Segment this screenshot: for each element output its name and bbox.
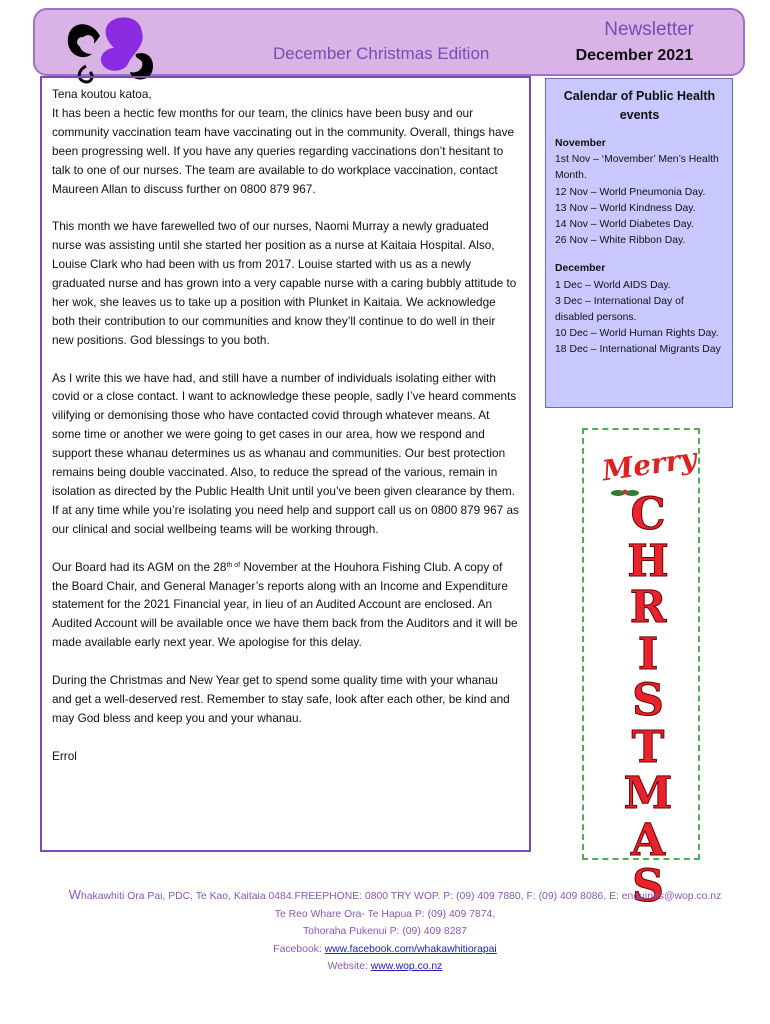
footer-pukenui-line: Tohoraha Pukenui P: (09) 409 8287 bbox=[302, 926, 468, 938]
letter-body bbox=[40, 76, 531, 852]
calendar-event: 1 Dec – World AIDS Day. bbox=[555, 279, 671, 291]
letter-paragraph-2: This month we have farewelled two of our nurses, Naomi Murray a newly graduated nurse was assisting until she started her position as a nurse at Kaitaia Hospital. Also, Louise Clark who had been with us from 2017. Louise started with us as a newly graduated nurse and has grown into a very capable nurse with a caring bubbly attitude to her wok, she leaves us to take up a position with Plunket in Kaitaia. We acknowledge both their contribution to our communities and know they’ll continue to do well in their new positions. God blessings to you both. bbox=[52, 219, 517, 347]
footer-facebook-line bbox=[0, 941, 770, 959]
footer-address-line bbox=[0, 886, 770, 906]
facebook-link[interactable]: www.facebook.com/whakawhitiorapai bbox=[324, 943, 497, 955]
newsletter-date: December 2021 bbox=[575, 47, 693, 64]
website-label: Website: bbox=[327, 961, 371, 973]
facebook-label: Facebook: bbox=[273, 943, 325, 955]
agm-text-start: Our Board had its AGM on the 28 bbox=[52, 559, 227, 574]
christmas-letter: S bbox=[632, 675, 664, 726]
agm-text-end: November at the Houhora Fishing Club. A copy of the Board Chair, and General Manager’s reports along with an Income and Expenditure statement for the 2021 Financial year, in lieu of an Audited Account are enclosed. An Audited Account will be available once we have them back from the Auditors and it will be made available early next year. We apologise for this delay. bbox=[52, 559, 518, 650]
letter-paragraph-agm bbox=[52, 558, 520, 653]
calendar-month-november: November bbox=[555, 138, 606, 149]
public-health-calendar bbox=[545, 78, 733, 408]
letter-paragraph-closing: During the Christmas and New Year get to spend some quality time with your whanau and get a well-deserved rest. Remember to stay safe, look after each other, be kind and may God bless and keep you and your whanau. bbox=[52, 673, 510, 725]
footer-initial: W bbox=[68, 887, 81, 902]
christmas-letter: S bbox=[632, 861, 664, 912]
footer-website-line bbox=[0, 958, 770, 976]
calendar-event: 14 Nov – World Diabetes Day. bbox=[555, 219, 694, 231]
christmas-letter: A bbox=[630, 814, 666, 866]
letter-paragraph-1: Tena koutou katoa, It has been a hectic few months for our team, the clinics have been busy and our community vaccination team have vaccinating out in the community. Overall, things have been progressing well. If you have any queries regarding vaccinations don’t hesitant to talk to one of our nurses. The team are available to do workplace vaccination, contact Maureen Allan to discuss further on 0800 879 967. bbox=[52, 87, 515, 196]
edition-subtitle: December Christmas Edition bbox=[273, 44, 490, 63]
merry-christmas-graphic bbox=[582, 428, 700, 912]
christmas-letters bbox=[618, 489, 678, 912]
letter-signature: Errol bbox=[52, 748, 77, 763]
christmas-letter: H bbox=[627, 535, 669, 587]
calendar-event: 10 Dec – World Human Rights Day. bbox=[555, 328, 719, 340]
newsletter-header bbox=[33, 8, 745, 76]
christmas-letter: M bbox=[623, 768, 673, 819]
footer-te-hapua-line: Te Reo Whare Ora- Te Hapua P: (09) 409 7874, bbox=[274, 908, 496, 920]
calendar-event: 26 Nov – White Ribbon Day. bbox=[555, 235, 686, 247]
website-link[interactable]: www.wop.co.nz bbox=[370, 961, 443, 973]
agm-superscript: th of bbox=[226, 561, 241, 569]
calendar-event: 1st Nov – ‘Movember’ Men’s Health Month. bbox=[555, 154, 719, 182]
merry-text: Merry bbox=[600, 441, 699, 488]
christmas-letter: R bbox=[629, 582, 667, 633]
christmas-letter: C bbox=[630, 489, 666, 540]
organisation-logo bbox=[62, 14, 157, 84]
letter-paragraph-3: As I write this we have had, and still have a number of individuals isolating either with covid or a close contact. I want to acknowledge these people, sadly I’ve heard comments vilifying or demonising those who have contacted covid through whatever means. At some time or another we were going to get cases in our area, how we respond and support these whanau determines us as whanau and communities. Our best protection remains being double vaccinated. Also, to reduce the spread of the various, remain in isolation as directed by the Public Health Unit until you’ve been given clearance by them. If at any time while you’re isolating you need help and support call us on 0800 879 967 as our clinical and social wellbeing teams will be working through. bbox=[52, 370, 519, 536]
contact-footer bbox=[0, 886, 770, 976]
calendar-month-december: December bbox=[555, 263, 606, 275]
christmas-letter: T bbox=[631, 721, 665, 773]
calendar-event: 18 Dec – International Migrants Day bbox=[555, 344, 721, 356]
newsletter-title: Newsletter bbox=[604, 19, 694, 40]
calendar-event: 13 Nov – World Kindness Day. bbox=[555, 202, 696, 214]
footer-address-text: hakawhiti Ora Pai, PDC, Te Kao, Kaitaia 0484.FREEPHONE: 0800 TRY WOP. P: (09) 409 7880, F: (09) 409 8086, E: enquiries@wop.co.nz bbox=[80, 891, 722, 902]
calendar-event: 3 Dec – International Day of disabled persons. bbox=[555, 295, 684, 324]
christmas-letter: I bbox=[637, 628, 659, 680]
calendar-title: Calendar of Public Health events bbox=[563, 89, 716, 122]
calendar-event: 12 Nov – World Pneumonia Day. bbox=[555, 186, 706, 198]
